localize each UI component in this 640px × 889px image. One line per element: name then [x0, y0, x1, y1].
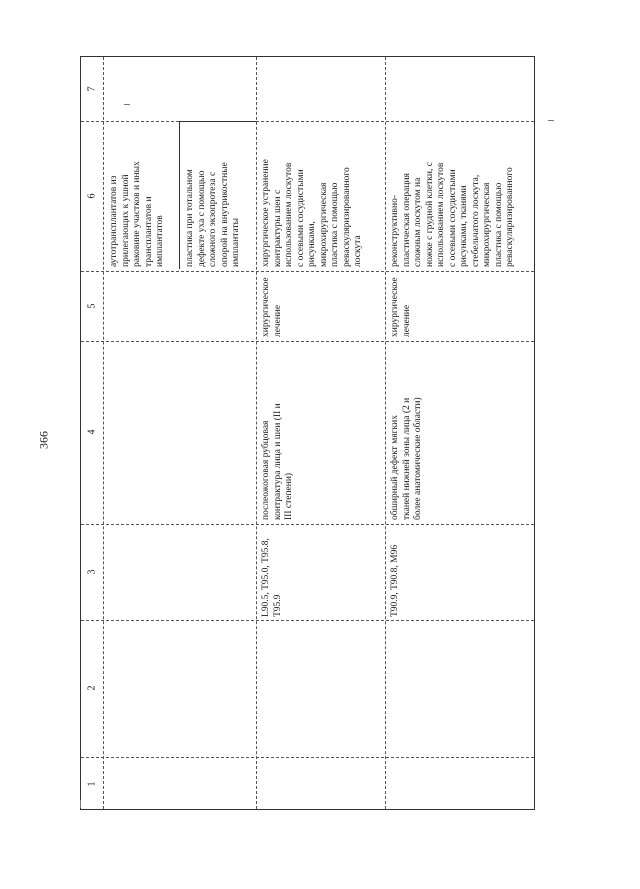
text-line: послеожоговая рубцовая	[261, 420, 271, 520]
text-line: сложным лоскутом на	[413, 177, 423, 267]
text-line: T95.9	[272, 594, 283, 617]
row-divider	[385, 57, 386, 809]
row1-diagnosis	[261, 403, 296, 520]
text-line: реконструктивно-	[390, 194, 400, 267]
subrow-divider	[179, 121, 180, 269]
text-line: III степени)	[284, 472, 294, 520]
text-line: использованием лоскутов	[436, 162, 446, 267]
text-line: с осевыми сосудистыми	[295, 169, 306, 267]
text-line: дефекте уха с помощью	[196, 170, 207, 267]
text-line: пластика с помощью	[330, 182, 340, 267]
text-line: хирургическое	[261, 277, 271, 337]
text-line: имплантаты	[231, 218, 241, 267]
row2-method	[390, 162, 517, 267]
row2-treatment	[390, 277, 413, 337]
column-header-7: 7	[86, 86, 98, 92]
row1-codes	[261, 538, 284, 617]
text-line: реваскуляризированного	[505, 167, 515, 267]
text-line: хирургическое	[390, 277, 400, 337]
text-line: пластическая операция	[401, 173, 412, 267]
text-line: прилегающих к ушной	[120, 174, 131, 267]
column-header-2: 2	[86, 685, 98, 691]
column-header-5: 5	[86, 303, 98, 309]
text-line: рисунками,	[307, 221, 317, 267]
text-line: лоскута	[353, 235, 363, 267]
column-divider	[81, 271, 534, 272]
column-header-6: 6	[86, 193, 98, 199]
text-line: рисунками, тканями	[459, 185, 469, 267]
column-divider	[81, 524, 534, 525]
text-line: L90.5, T95.0, T95.8,	[261, 538, 271, 617]
column-divider	[81, 757, 534, 758]
text-line: T90.9, T90.8, M96	[390, 544, 400, 617]
row2-diagnosis	[390, 397, 425, 520]
text-line: раковине участков и иных	[132, 161, 142, 267]
row-divider	[256, 57, 257, 809]
column-header-4: 4	[86, 429, 98, 435]
text-line: микрохирургическая	[482, 182, 492, 267]
text-line: пластика при тотальном	[185, 169, 195, 267]
scan-mark	[124, 104, 130, 105]
text-line: использованием лоскутов	[284, 162, 294, 267]
page-number: 366	[36, 431, 51, 449]
text-line: тканей нижней зоны лица (2 и	[401, 397, 412, 520]
text-line: хирургическое устранение	[261, 159, 271, 267]
text-line: ножке с грудной клетки, с	[424, 162, 435, 267]
subrow-divider	[179, 121, 256, 122]
text-line: контрактуры шеи с	[272, 189, 283, 267]
text-line: трансплантатов и	[143, 196, 154, 267]
column-header-1: 1	[86, 781, 98, 787]
text-line: сложного экзопротеза с	[208, 171, 218, 267]
method-continued	[109, 161, 167, 267]
row1-method	[261, 159, 365, 267]
column-divider	[81, 121, 534, 122]
text-line: контрактура лица и шеи (II и	[272, 403, 283, 520]
medical-procedures-table	[80, 56, 535, 810]
text-line: более анатомические области)	[413, 397, 423, 520]
text-line: опорой на внутрикостные	[219, 162, 230, 267]
row2-codes	[390, 545, 402, 617]
row1-treatment	[261, 277, 284, 337]
text-line: реваскуляризированного	[341, 167, 352, 267]
text-line: с осевыми сосудистыми	[447, 169, 458, 267]
text-line: пластика с помощью	[493, 182, 504, 267]
method-subrow	[185, 162, 243, 267]
scan-mark	[80, 800, 81, 808]
text-line: имплантатов	[155, 215, 165, 267]
column-divider	[81, 341, 534, 342]
text-line: обширный дефект мягких	[390, 415, 400, 520]
scan-mark	[548, 120, 554, 121]
text-line: микрохирургическая	[318, 182, 329, 267]
text-line: лечение	[401, 304, 412, 337]
column-header-3: 3	[86, 569, 98, 575]
text-line: стебельчатого лоскута,	[470, 174, 481, 267]
text-line: аутотрансплантатов из	[109, 175, 119, 267]
column-divider	[81, 620, 534, 621]
text-line: лечение	[272, 304, 283, 337]
header-row-divider	[103, 57, 104, 809]
